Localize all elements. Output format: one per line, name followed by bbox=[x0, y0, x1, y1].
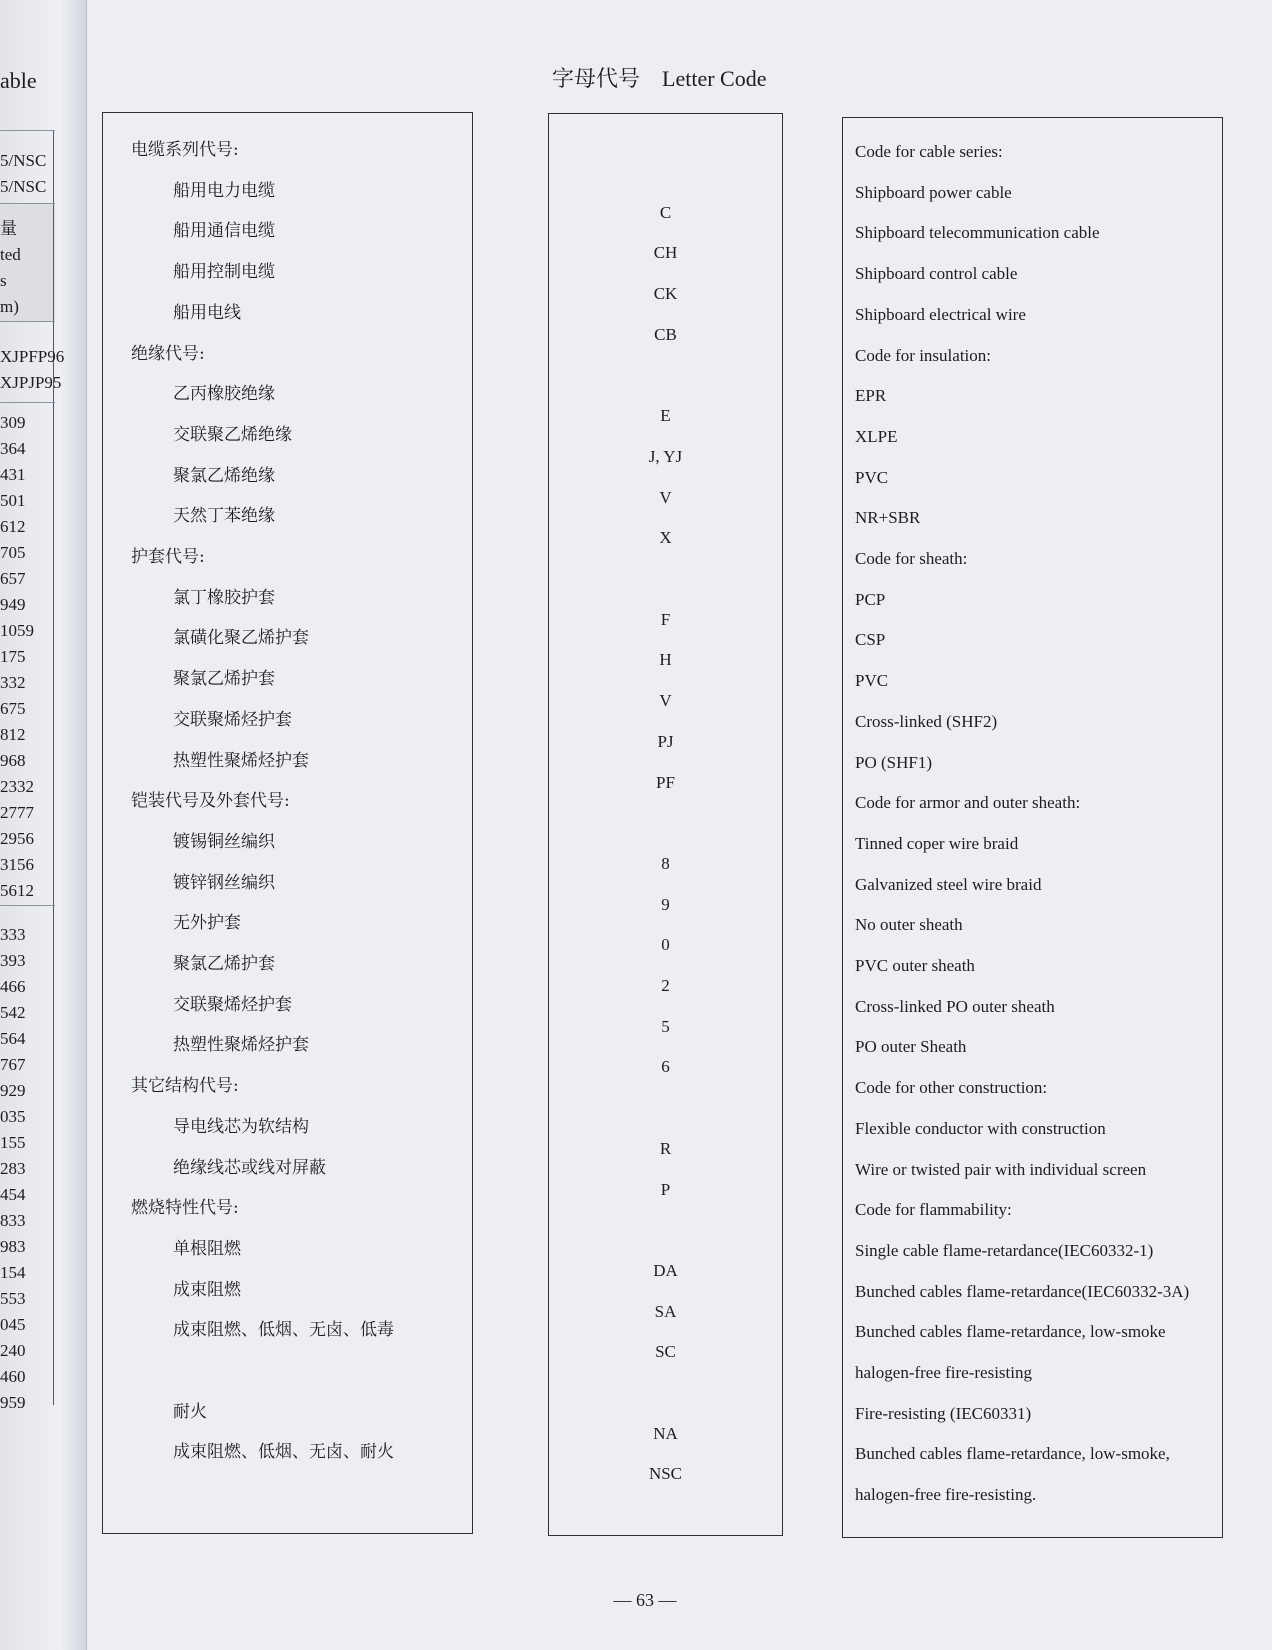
facing-page-value: m) bbox=[0, 297, 19, 316]
title-english: Letter Code bbox=[662, 66, 767, 91]
section-heading-en: Code for cable series: bbox=[855, 142, 1003, 161]
letter-code: CK bbox=[653, 284, 678, 303]
facing-page-value: 542 bbox=[0, 1003, 26, 1022]
section-heading-en: Code for sheath: bbox=[855, 549, 968, 568]
facing-page-value: 393 bbox=[0, 951, 26, 970]
item-label-en: halogen-free fire-resisting bbox=[855, 1363, 1032, 1382]
item-label-en: PO outer Sheath bbox=[855, 1037, 967, 1056]
english-description-column bbox=[842, 117, 1223, 1538]
item-label-cn: 热塑性聚烯烃护套 bbox=[173, 1035, 309, 1055]
letter-code: SC bbox=[655, 1342, 676, 1361]
item-label-en: Galvanized steel wire braid bbox=[855, 875, 1042, 894]
item-label-cn: 聚氯乙烯绝缘 bbox=[173, 466, 275, 486]
facing-page-value: 949 bbox=[0, 595, 26, 614]
item-label-en: Cross-linked (SHF2) bbox=[855, 712, 998, 731]
item-label-cn: 聚氯乙烯护套 bbox=[173, 669, 275, 689]
facing-page-value: 454 bbox=[0, 1185, 26, 1204]
letter-code: NSC bbox=[648, 1464, 683, 1483]
facing-page-value: 1059 bbox=[0, 621, 34, 640]
item-label-cn: 氯磺化聚乙烯护套 bbox=[173, 628, 309, 648]
section-heading-cn: 其它结构代号: bbox=[131, 1076, 239, 1096]
page-title bbox=[552, 62, 766, 93]
title-chinese: 字母代号 bbox=[552, 67, 641, 92]
facing-page-value: 155 bbox=[0, 1133, 26, 1152]
item-label-cn: 热塑性聚烯烃护套 bbox=[173, 751, 309, 771]
item-label-cn: 氯丁橡胶护套 bbox=[173, 588, 275, 608]
facing-page-value: 460 bbox=[0, 1367, 26, 1386]
letter-code: J, YJ bbox=[648, 447, 683, 466]
letter-code: PJ bbox=[657, 732, 674, 751]
letter-code: 9 bbox=[661, 895, 670, 914]
item-label-en: XLPE bbox=[855, 427, 898, 446]
letter-code: V bbox=[659, 488, 672, 507]
facing-page-value: 431 bbox=[0, 465, 26, 484]
item-label-cn: 船用通信电缆 bbox=[173, 221, 275, 241]
letter-code: X bbox=[659, 528, 672, 547]
item-label-cn: 绝缘线芯或线对屏蔽 bbox=[173, 1158, 326, 1178]
facing-page-value: 2956 bbox=[0, 829, 34, 848]
item-label-en: PVC bbox=[855, 468, 889, 487]
section-heading-en: Code for armor and outer sheath: bbox=[855, 793, 1081, 812]
letter-code: H bbox=[659, 650, 672, 669]
item-label-en: Cross-linked PO outer sheath bbox=[855, 997, 1055, 1016]
item-label-en: No outer sheath bbox=[855, 915, 963, 934]
letter-code: P bbox=[660, 1180, 671, 1199]
item-label-en: NR+SBR bbox=[855, 508, 921, 527]
item-label-cn: 船用电力电缆 bbox=[173, 181, 275, 201]
item-label-cn: 镀锌钢丝编织 bbox=[173, 873, 275, 893]
item-label-en: Shipboard power cable bbox=[855, 183, 1012, 202]
facing-page-value: 035 bbox=[0, 1107, 26, 1126]
letter-code: E bbox=[660, 406, 671, 425]
facing-page-value: 812 bbox=[0, 725, 26, 744]
item-label-en: Bunched cables flame-retardance, low-smoke, bbox=[855, 1444, 1170, 1463]
facing-page-value: 612 bbox=[0, 517, 26, 536]
facing-page-rule bbox=[0, 321, 55, 322]
item-label-en: PO (SHF1) bbox=[855, 753, 932, 772]
facing-page-value: 929 bbox=[0, 1081, 26, 1100]
facing-page-value: 705 bbox=[0, 543, 26, 562]
item-label-cn: 天然丁苯绝缘 bbox=[173, 506, 275, 526]
facing-page-value: 333 bbox=[0, 925, 26, 944]
facing-page-value: 283 bbox=[0, 1159, 26, 1178]
facing-page-edge bbox=[0, 0, 87, 1650]
item-label-cn: 无外护套 bbox=[173, 913, 241, 933]
letter-code: SA bbox=[654, 1302, 677, 1321]
facing-page-value: XJPJP95 bbox=[0, 373, 62, 392]
facing-page-value: 983 bbox=[0, 1237, 26, 1256]
item-label-cn: 导电线芯为软结构 bbox=[173, 1117, 309, 1137]
letter-code: NA bbox=[653, 1424, 678, 1443]
item-label-en: Fire-resisting (IEC60331) bbox=[855, 1404, 1032, 1423]
item-label-cn: 船用电线 bbox=[173, 303, 241, 323]
letter-code: R bbox=[659, 1139, 672, 1158]
facing-page-value: 968 bbox=[0, 751, 26, 770]
facing-page-value: 309 bbox=[0, 413, 26, 432]
code-column bbox=[548, 113, 783, 1536]
facing-page-value: 833 bbox=[0, 1211, 26, 1230]
facing-page-value: 332 bbox=[0, 673, 26, 692]
item-label-en: Flexible conductor with construction bbox=[855, 1119, 1106, 1138]
facing-page-value: 553 bbox=[0, 1289, 26, 1308]
letter-code: C bbox=[659, 203, 672, 222]
item-label-en: Single cable flame-retardance(IEC60332-1) bbox=[855, 1241, 1154, 1260]
letter-code: PF bbox=[656, 773, 675, 792]
facing-page-value: 364 bbox=[0, 439, 26, 458]
item-label-cn: 交联聚烯烃护套 bbox=[173, 995, 292, 1015]
item-label-cn: 乙丙橡胶绝缘 bbox=[173, 384, 275, 404]
item-label-cn: 耐火 bbox=[173, 1402, 207, 1422]
facing-page-rule bbox=[0, 203, 55, 204]
facing-page-value: 675 bbox=[0, 699, 26, 718]
facing-page-value: 3156 bbox=[0, 855, 34, 874]
facing-page-value: 2777 bbox=[0, 803, 34, 822]
item-label-en: Shipboard electrical wire bbox=[855, 305, 1026, 324]
facing-page-value: s bbox=[0, 271, 7, 290]
facing-page-rule bbox=[0, 905, 55, 906]
item-label-cn: 成束阻燃 bbox=[173, 1280, 241, 1300]
letter-code: V bbox=[659, 691, 672, 710]
chinese-description-column bbox=[102, 112, 473, 1534]
item-label-en: Wire or twisted pair with individual screen bbox=[855, 1160, 1147, 1179]
letter-code: CB bbox=[654, 325, 677, 344]
facing-page-value: 657 bbox=[0, 569, 26, 588]
facing-page-value: 959 bbox=[0, 1393, 26, 1412]
item-label-en: Shipboard telecommunication cable bbox=[855, 223, 1100, 242]
item-label-en: Shipboard control cable bbox=[855, 264, 1018, 283]
item-label-cn: 交联聚乙烯绝缘 bbox=[173, 425, 292, 445]
letter-code: DA bbox=[653, 1261, 678, 1280]
item-label-en: PCP bbox=[855, 590, 886, 609]
item-label-cn: 成束阻燃、低烟、无卤、耐火 bbox=[173, 1442, 394, 1462]
facing-page-value: ted bbox=[0, 245, 21, 264]
item-label-cn: 单根阻燃 bbox=[173, 1239, 241, 1259]
facing-page-value: 466 bbox=[0, 977, 26, 996]
facing-page-value: 5/NSC bbox=[0, 177, 47, 196]
item-label-en: CSP bbox=[855, 630, 886, 649]
item-label-cn: 成束阻燃、低烟、无卤、低毒 bbox=[173, 1320, 394, 1340]
letter-code: 8 bbox=[661, 854, 670, 873]
facing-page-value: 5612 bbox=[0, 881, 34, 900]
facing-page-value: 045 bbox=[0, 1315, 26, 1334]
section-heading-en: Code for flammability: bbox=[855, 1200, 1012, 1219]
item-label-en: halogen-free fire-resisting. bbox=[855, 1485, 1037, 1504]
page-number: — 63 — bbox=[613, 1590, 677, 1610]
facing-page-value: 154 bbox=[0, 1263, 26, 1282]
section-heading-en: Code for other construction: bbox=[855, 1078, 1048, 1097]
facing-page-value: 2332 bbox=[0, 777, 34, 796]
item-label-en: Tinned coper wire braid bbox=[855, 834, 1019, 853]
facing-page-value: 175 bbox=[0, 647, 26, 666]
facing-page-value: 501 bbox=[0, 491, 26, 510]
facing-page-word: able bbox=[0, 68, 37, 93]
item-label-en: EPR bbox=[855, 386, 887, 405]
facing-page-rule bbox=[0, 402, 55, 403]
letter-code: 5 bbox=[661, 1017, 670, 1036]
item-label-en: PVC outer sheath bbox=[855, 956, 975, 975]
item-label-cn: 镀锡铜丝编织 bbox=[173, 832, 275, 852]
letter-code: F bbox=[660, 610, 671, 629]
item-label-cn: 聚氯乙烯护套 bbox=[173, 954, 275, 974]
facing-page-value: 564 bbox=[0, 1029, 26, 1048]
section-heading-cn: 燃烧特性代号: bbox=[131, 1198, 239, 1218]
letter-code: CH bbox=[653, 243, 678, 262]
letter-code: 6 bbox=[661, 1057, 670, 1076]
item-label-en: Bunched cables flame-retardance(IEC60332-3A) bbox=[855, 1282, 1190, 1301]
facing-page-value: 5/NSC bbox=[0, 151, 47, 170]
facing-page-value: XJPFP96 bbox=[0, 347, 65, 366]
facing-page-value: 240 bbox=[0, 1341, 26, 1360]
facing-page-value: 767 bbox=[0, 1055, 26, 1074]
letter-code: 2 bbox=[661, 976, 670, 995]
facing-page-rule bbox=[0, 130, 55, 131]
letter-code: 0 bbox=[661, 935, 670, 954]
section-heading-en: Code for insulation: bbox=[855, 346, 991, 365]
item-label-en: PVC bbox=[855, 671, 889, 690]
item-label-cn: 交联聚烯烃护套 bbox=[173, 710, 292, 730]
item-label-cn: 船用控制电缆 bbox=[173, 262, 275, 282]
section-heading-cn: 绝缘代号: bbox=[131, 344, 205, 364]
facing-page-value: 量 bbox=[0, 219, 17, 238]
section-heading-cn: 电缆系列代号: bbox=[131, 140, 239, 160]
section-heading-cn: 护套代号: bbox=[131, 547, 205, 567]
item-label-en: Bunched cables flame-retardance, low-smoke bbox=[855, 1322, 1166, 1341]
section-heading-cn: 铠装代号及外套代号: bbox=[131, 791, 290, 811]
